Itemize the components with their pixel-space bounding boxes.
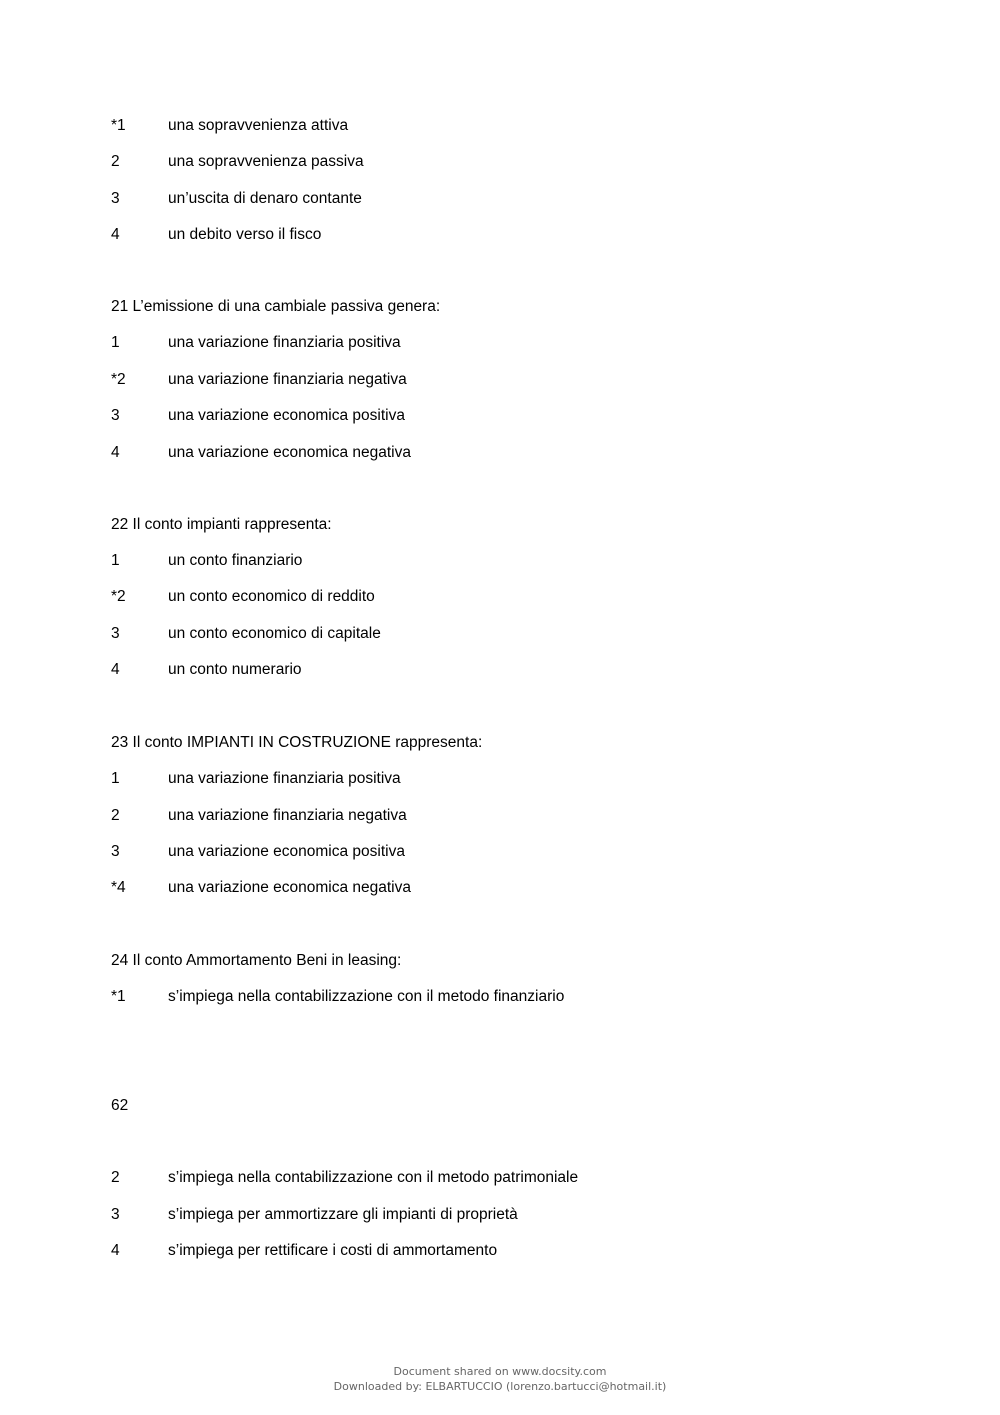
option-number: 4 bbox=[111, 1242, 120, 1259]
q21-question: 21 L’emissione di una cambiale passiva genera: bbox=[111, 298, 441, 315]
option-text: un debito verso il fisco bbox=[168, 226, 322, 243]
option-text: una variazione economica negativa bbox=[168, 444, 411, 461]
option-text: una variazione finanziaria negativa bbox=[168, 807, 407, 824]
option-text: una variazione finanziaria negativa bbox=[168, 371, 407, 388]
option-number: 3 bbox=[111, 407, 120, 424]
option-text: una variazione finanziaria positiva bbox=[168, 770, 401, 787]
option-text: s’impiega per ammortizzare gli impianti di proprietà bbox=[168, 1206, 518, 1223]
option-number: *2 bbox=[111, 371, 126, 388]
footer-shared-notice: Document shared on www.docsity.com bbox=[393, 1365, 607, 1378]
option-number: 3 bbox=[111, 625, 120, 642]
option-number: 1 bbox=[111, 334, 120, 351]
footer-download-notice: Downloaded by: ELBARTUCCIO (lorenzo.bartucci@hotmail.it) bbox=[333, 1380, 667, 1393]
option-number: *2 bbox=[111, 588, 126, 605]
option-text: s’impiega nella contabilizzazione con il metodo finanziario bbox=[168, 988, 565, 1005]
option-text: un conto finanziario bbox=[168, 552, 303, 569]
option-number: *1 bbox=[111, 117, 126, 134]
option-text: una sopravvenienza attiva bbox=[168, 117, 349, 134]
q24-question: 24 Il conto Ammortamento Beni in leasing: bbox=[111, 952, 402, 969]
option-number: 4 bbox=[111, 226, 120, 243]
option-text: una variazione finanziaria positiva bbox=[168, 334, 401, 351]
option-number: *1 bbox=[111, 988, 126, 1005]
option-number: 3 bbox=[111, 843, 120, 860]
option-number: 3 bbox=[111, 190, 120, 207]
option-text: una variazione economica positiva bbox=[168, 843, 405, 860]
option-text: un’uscita di denaro contante bbox=[168, 190, 362, 207]
option-text: s’impiega per rettificare i costi di ammortamento bbox=[168, 1242, 498, 1259]
q23-question: 23 Il conto IMPIANTI IN COSTRUZIONE rappresenta: bbox=[111, 734, 483, 751]
option-number: 1 bbox=[111, 770, 120, 787]
page-number: 62 bbox=[111, 1097, 129, 1114]
option-number: 4 bbox=[111, 444, 120, 461]
option-text: una variazione economica negativa bbox=[168, 879, 411, 896]
option-number: 2 bbox=[111, 1169, 120, 1186]
option-number: 3 bbox=[111, 1206, 120, 1223]
option-number: *4 bbox=[111, 879, 126, 896]
option-number: 4 bbox=[111, 661, 120, 678]
option-number: 2 bbox=[111, 807, 120, 824]
option-text: un conto economico di capitale bbox=[168, 625, 381, 642]
option-text: un conto numerario bbox=[168, 661, 302, 678]
option-text: una sopravvenienza passiva bbox=[168, 153, 364, 170]
option-number: 2 bbox=[111, 153, 120, 170]
option-text: una variazione economica positiva bbox=[168, 407, 405, 424]
option-text: un conto economico di reddito bbox=[168, 588, 375, 605]
option-number: 1 bbox=[111, 552, 120, 569]
option-text: s’impiega nella contabilizzazione con il metodo patrimoniale bbox=[168, 1169, 579, 1186]
q22-question: 22 Il conto impianti rappresenta: bbox=[111, 516, 332, 533]
